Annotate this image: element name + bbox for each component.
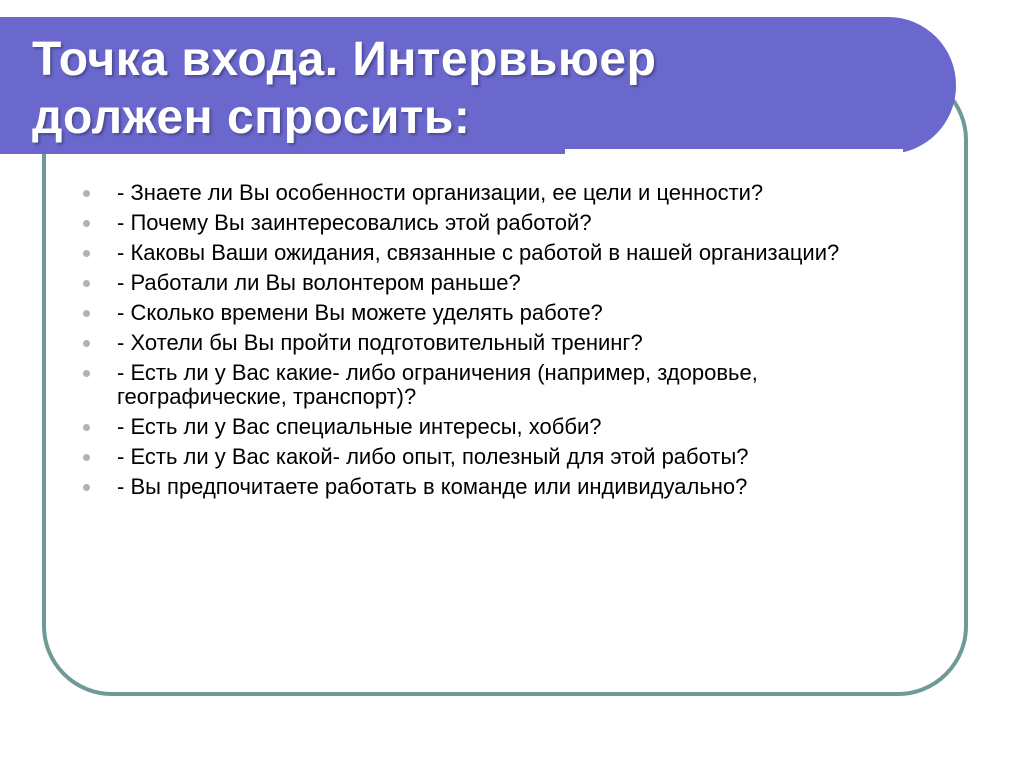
title-line-1: Точка входа. Интервьюер [32, 33, 657, 86]
bullet-icon [83, 454, 90, 461]
list-item [80, 475, 900, 499]
list-item [80, 271, 900, 295]
list-item-text: - Работали ли Вы волонтером раньше? [117, 270, 521, 295]
bullet-icon [83, 424, 90, 431]
question-list [80, 181, 900, 505]
bullet-icon [83, 250, 90, 257]
bullet-icon [83, 190, 90, 197]
list-item-text: - Знаете ли Вы особенности организации, ее цели и ценности? [117, 180, 764, 205]
list-item [80, 301, 900, 325]
list-item [80, 181, 900, 205]
title-band [0, 17, 956, 154]
bullet-icon [83, 280, 90, 287]
list-item-text: - Есть ли у Вас специальные интересы, хобби? [117, 414, 602, 439]
bullet-icon [83, 484, 90, 491]
list-item-text: - Каковы Ваши ожидания, связанные с работой в нашей организации? [117, 240, 840, 265]
list-item [80, 241, 900, 265]
list-item [80, 445, 900, 469]
list-item [80, 331, 900, 355]
list-item-text: - Вы предпочитаете работать в команде или индивидуально? [117, 474, 748, 499]
bullet-icon [83, 220, 90, 227]
bullet-icon [83, 310, 90, 317]
list-item-text: - Есть ли у Вас какой- либо опыт, полезный для этой работы? [117, 444, 749, 469]
bullet-icon [83, 340, 90, 347]
list-item-text: - Хотели бы Вы пройти подготовительный тренинг? [117, 330, 643, 355]
title-underline [565, 149, 903, 154]
title-line-2: должен спросить: [32, 91, 471, 144]
list-item [80, 361, 900, 409]
list-item [80, 415, 900, 439]
list-item-text: - Есть ли у Вас какие- либо ограничения (например, здоровье, географические, транспорт)? [117, 360, 758, 409]
list-item-text: - Сколько времени Вы можете уделять работе? [117, 300, 603, 325]
list-item-text: - Почему Вы заинтересовались этой работой? [117, 210, 592, 235]
slide-title [32, 31, 656, 147]
bullet-icon [83, 370, 90, 377]
list-item [80, 211, 900, 235]
